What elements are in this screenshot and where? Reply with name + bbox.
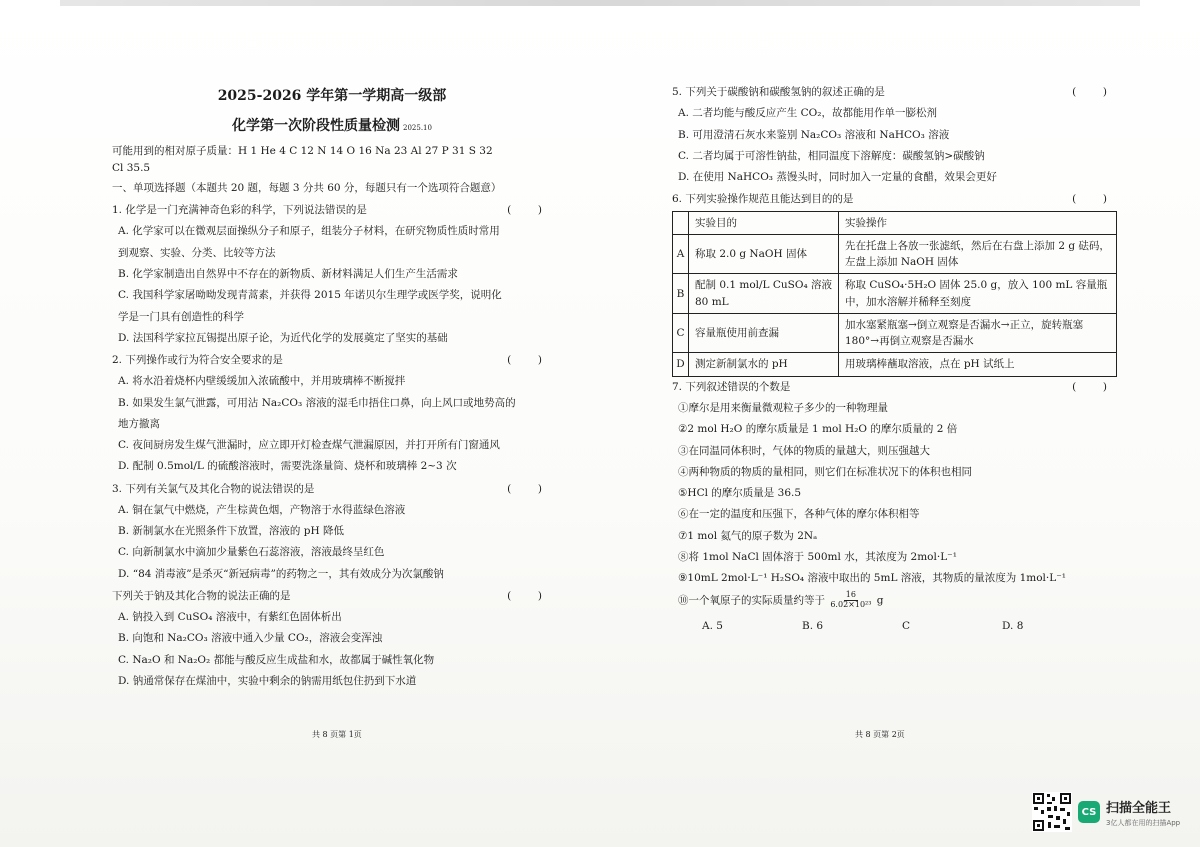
q7-item: ④两种物质的物质的量相同，则它们在标准状况下的体积也相同 bbox=[678, 465, 972, 478]
question-2-stem: 2. 下列操作或行为符合安全要求的是 ( ) bbox=[112, 352, 552, 368]
q7-item: ③在同温同体积时，气体的物质的量越大，则压强越大 bbox=[678, 444, 930, 457]
q1-option-c-cont: 学是一门具有创造性的科学 bbox=[118, 310, 244, 323]
q2-option-a: A. 将水沿着烧杯内壁缓缓加入浓硫酸中，并用玻璃棒不断搅拌 bbox=[118, 375, 406, 388]
answer-paren: ( ) bbox=[1072, 193, 1107, 206]
q7-answer-choices bbox=[702, 618, 1117, 634]
table-header-goal: 实验目的 bbox=[689, 211, 839, 234]
q5-option-a: A. 二者均能与酸反应产生 CO₂，故都能用作单一膨松剂 bbox=[678, 107, 937, 120]
q7-item: ⑥在一定的温度和压强下，各种气体的摩尔体积相等 bbox=[678, 508, 920, 521]
answer-b: B. 6 bbox=[802, 619, 824, 632]
q3-option-a: A. 铜在氯气中燃烧，产生棕黄色烟，产物溶于水得蓝绿色溶液 bbox=[118, 503, 406, 516]
q2-option-b: B. 如果发生氯气泄露，可用沾 Na₂CO₃ 溶液的湿毛巾捂住口鼻，向上风口或地势高的 bbox=[118, 396, 516, 409]
q2-option-c: C. 夜间厨房发生煤气泄漏时，应立即开灯检查煤气泄漏原因，并打开所有门窗通风 bbox=[118, 439, 500, 452]
table-row bbox=[673, 313, 1117, 353]
page-footer-right: 共 8 页第 2页 bbox=[855, 730, 905, 739]
q4-option-c: C. Na₂O 和 Na₂O₂ 都能与酸反应生成盐和水，故都属于碱性氧化物 bbox=[118, 653, 435, 666]
answer-paren: ( ) bbox=[1072, 86, 1107, 98]
answer-a: A. 5 bbox=[702, 619, 723, 632]
camscanner-logo: CS bbox=[1078, 801, 1100, 823]
question-6-stem: 6. 下列实验操作规范且能达到目的的是 ( ) bbox=[672, 191, 1117, 207]
row-label: B bbox=[673, 274, 689, 314]
q2-option-b-cont: 地方撤离 bbox=[118, 417, 160, 430]
row-operation: 加水塞紧瓶塞→倒立观察是否漏水→正立，旋转瓶塞 180°→再倒立观察是否漏水 bbox=[839, 313, 1117, 353]
q3-option-b: B. 新制氯水在光照条件下放置，溶液的 pH 降低 bbox=[118, 525, 344, 538]
section-heading: 一、单项选择题（本题共 20 题，每题 3 分共 60 分，每题只有一个选项符合题意） bbox=[112, 181, 502, 194]
atomic-masses-cont: Cl 35.5 bbox=[112, 161, 151, 174]
answer-paren: ( ) bbox=[507, 204, 542, 217]
app-name: 扫描全能王 bbox=[1106, 800, 1172, 816]
table-row bbox=[673, 353, 1117, 376]
row-goal: 测定新制氯水的 pH bbox=[689, 353, 839, 376]
row-goal: 配制 0.1 mol/L CuSO₄ 溶液 80 mL bbox=[689, 274, 839, 314]
q4-option-a: A. 钠投入到 CuSO₄ 溶液中，有紫红色固体析出 bbox=[118, 611, 342, 624]
row-label: A bbox=[673, 234, 689, 274]
fraction-denominator: 6.02×10²³ bbox=[830, 600, 872, 610]
fraction-numerator: 16 bbox=[845, 590, 856, 600]
qr-code-icon bbox=[1032, 792, 1072, 832]
question-1-stem: 1. 化学是一门充满神奇色彩的科学，下列说法错误的是 ( ) bbox=[112, 202, 552, 218]
q7-item: ⑧将 1mol NaCl 固体溶于 500ml 水，其浓度为 2mol·L⁻¹ bbox=[678, 550, 957, 563]
brand-text bbox=[1106, 797, 1180, 828]
unit: g bbox=[876, 594, 884, 607]
q7-item: ⑤HCl 的摩尔质量是 36.5 bbox=[678, 487, 802, 500]
answer-paren: ( ) bbox=[507, 354, 542, 367]
q5-option-b: B. 可用澄清石灰水来鉴别 Na₂CO₃ 溶液和 NaHCO₃ 溶液 bbox=[678, 128, 950, 141]
page-2 bbox=[672, 84, 1117, 634]
answer-c: C bbox=[902, 619, 911, 632]
scan-edge bbox=[60, 0, 1140, 6]
table-row bbox=[673, 274, 1117, 314]
row-label: C bbox=[673, 313, 689, 353]
exam-date: 2025.10 bbox=[403, 123, 432, 132]
q2-option-d: D. 配制 0.5mol/L 的硫酸溶液时，需要洗涤量筒、烧杯和玻璃棒 2~3 次 bbox=[118, 460, 457, 473]
scanner-watermark bbox=[1032, 792, 1180, 832]
page-1 bbox=[112, 86, 552, 689]
q4-option-b: B. 向饱和 Na₂CO₃ 溶液中通入少量 CO₂，溶液会变浑浊 bbox=[118, 632, 383, 645]
answer-paren: ( ) bbox=[1072, 380, 1107, 393]
q5-option-d: D. 在使用 NaHCO₃ 蒸馒头时，同时加入一定量的食醋，效果会更好 bbox=[678, 171, 997, 184]
table-header-row bbox=[673, 211, 1117, 234]
q7-item: ②2 mol H₂O 的摩尔质量是 1 mol H₂O 的摩尔质量的 2 倍 bbox=[678, 423, 958, 436]
atomic-masses: 可能用到的相对原子质量：H 1 He 4 C 12 N 14 O 16 Na 23 Al 27 P 31 S 32 bbox=[112, 145, 493, 158]
page-footer-left: 共 8 页第 1页 bbox=[312, 730, 362, 739]
q1-option-c: C. 我国科学家屠呦呦发现青蒿素，并获得 2015 年诺贝尔生理学或医学奖，说明化 bbox=[118, 289, 502, 302]
exam-subtitle: 化学第一次阶段性质量检测 2025.10 bbox=[232, 117, 432, 134]
question-3-stem: 3. 下列有关氯气及其化合物的说法错误的是 ( ) bbox=[112, 481, 552, 497]
row-label: D bbox=[673, 353, 689, 376]
fraction bbox=[830, 591, 871, 610]
q1-option-d: D. 法国科学家拉瓦锡提出原子论，为近代化学的发展奠定了坚实的基础 bbox=[118, 331, 448, 344]
q1-option-a: A. 化学家可以在微观层面操纵分子和原子，组装分子材料，在研究物质性质时常用 bbox=[118, 225, 500, 238]
q1-option-a-cont: 到观察、实验、分类、比较等方法 bbox=[118, 246, 276, 259]
table-header-blank bbox=[673, 211, 689, 234]
row-goal: 容量瓶使用前查漏 bbox=[689, 313, 839, 353]
q4-option-d: D. 钠通常保存在煤油中，实验中剩余的钠需用纸包住扔到下水道 bbox=[118, 675, 417, 688]
q7-item-10: ⑩一个氧原子的实际质量约等于 $\frac{16}{\text{6.02×10²³}}$ g bbox=[678, 590, 884, 610]
answer-paren: ( ) bbox=[507, 589, 542, 602]
app-tagline: 3亿人都在用的扫描App bbox=[1106, 818, 1181, 827]
row-operation: 用玻璃棒蘸取溶液，点在 pH 试纸上 bbox=[839, 353, 1117, 376]
q3-option-c: C. 向新制氯水中滴加少量紫色石蕊溶液，溶液最终呈红色 bbox=[118, 546, 385, 559]
exam-title: 2025-2026 学年第一学期高一级部 bbox=[217, 88, 447, 104]
row-operation: 称取 CuSO₄·5H₂O 固体 25.0 g，放入 100 mL 容量瓶中，加水溶解并稀释至刻度 bbox=[839, 274, 1117, 314]
question-5-stem: 5. 下列关于碳酸钠和碳酸氢钠的叙述正确的是 ( ) bbox=[672, 84, 1117, 100]
question-7-stem: 7. 下列叙述错误的个数是 ( ) bbox=[672, 379, 1117, 395]
q7-item: ⑨10mL 2mol·L⁻¹ H₂SO₄ 溶液中取出的 5mL 溶液，其物质的量浓度为 1mol·L⁻¹ bbox=[678, 572, 1066, 585]
row-operation: 先在托盘上各放一张滤纸，然后在右盘上添加 2 g 砝码，左盘上添加 NaOH 固体 bbox=[839, 234, 1117, 274]
q5-option-c: C. 二者均属于可溶性钠盐，相同温度下溶解度：碳酸氢钠>碳酸钠 bbox=[678, 149, 985, 162]
q7-item: ①摩尔是用来衡量微观粒子多少的一种物理量 bbox=[678, 401, 888, 414]
experiment-table bbox=[672, 211, 1117, 377]
table-header-operation: 实验操作 bbox=[839, 211, 1117, 234]
q1-option-b: B. 化学家制造出自然界中不存在的新物质、新材料满足人们生产生活需求 bbox=[118, 267, 458, 280]
q3-option-d: D. “84 消毒液”是杀灭“新冠病毒”的药物之一，其有效成分为次氯酸钠 bbox=[118, 567, 444, 580]
answer-d: D. 8 bbox=[1002, 619, 1024, 632]
table-row bbox=[673, 234, 1117, 274]
answer-paren: ( ) bbox=[507, 482, 542, 495]
row-goal: 称取 2.0 g NaOH 固体 bbox=[689, 234, 839, 274]
question-4-stem: 下列关于钠及其化合物的说法正确的是 ( ) bbox=[112, 588, 552, 604]
q7-item: ⑦1 mol 氦气的原子数为 2Nₐ bbox=[678, 529, 818, 542]
